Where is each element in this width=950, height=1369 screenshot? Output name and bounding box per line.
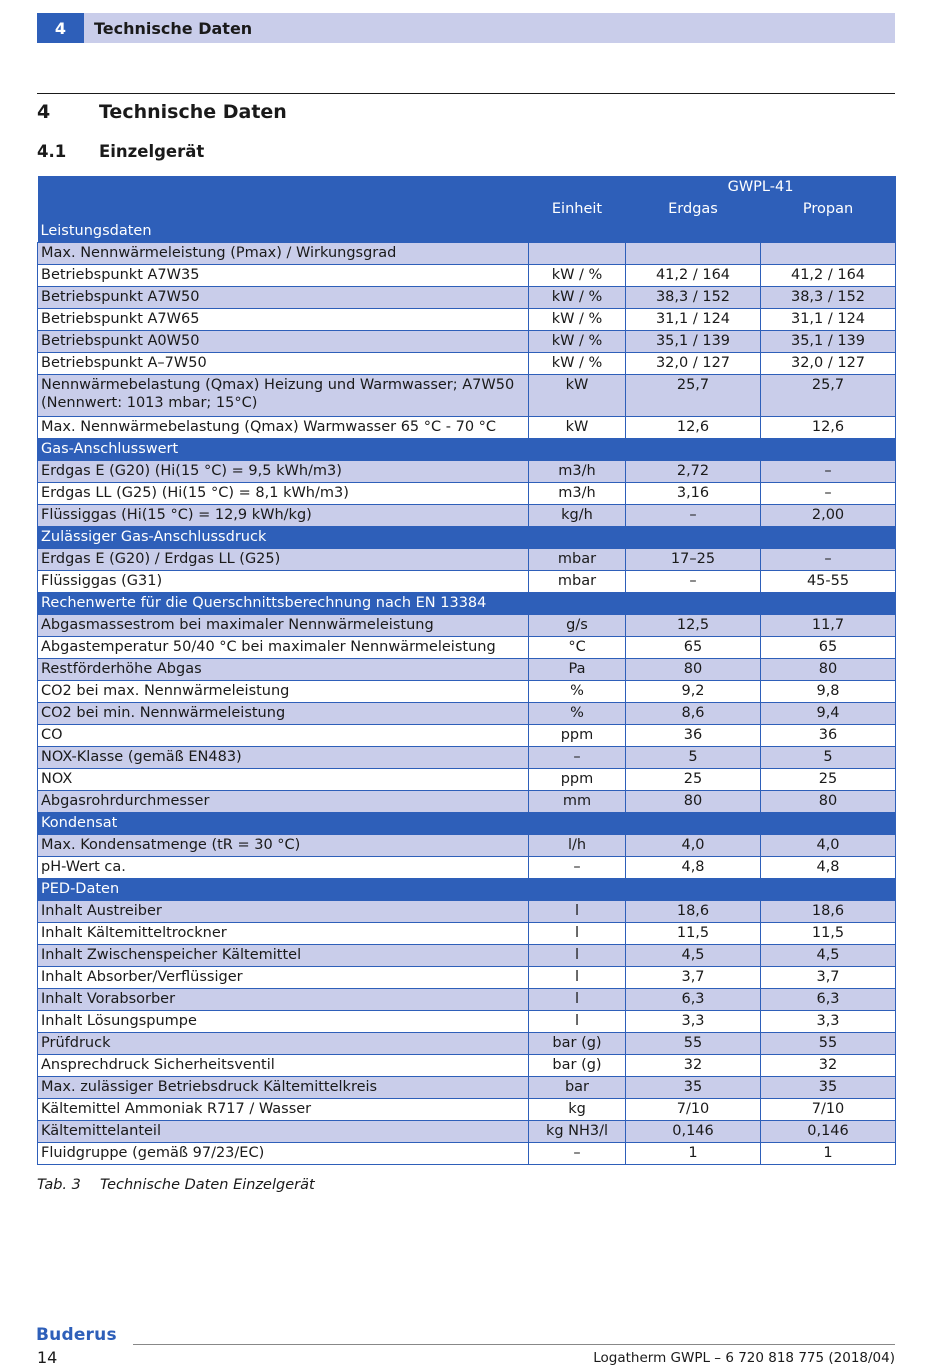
footer-rule: [133, 1344, 895, 1345]
unit-cell: m3/h: [529, 483, 626, 505]
table-row: [38, 725, 896, 747]
page-number: 14: [37, 1348, 58, 1367]
unit-cell: –: [529, 857, 626, 879]
propane-value: [761, 243, 896, 265]
table-row: [38, 265, 896, 287]
table-row: [38, 681, 896, 703]
unit-column-header: Einheit: [529, 198, 626, 220]
natural-gas-value: –: [626, 505, 761, 527]
row-label: Flüssiggas (G31): [38, 571, 529, 593]
row-label: CO2 bei min. Nennwärmeleistung: [38, 703, 529, 725]
row-label: Abgastemperatur 50/40 °C bei maximaler Nennwärmeleistung: [38, 637, 529, 659]
buderus-logo: Buderus: [36, 1325, 117, 1345]
propane-value: 4,0: [761, 835, 896, 857]
table-row: [38, 615, 896, 637]
row-label: Inhalt Austreiber: [38, 901, 529, 923]
table-section-row: [38, 813, 896, 835]
propane-value: 80: [761, 791, 896, 813]
document-reference: Logatherm GWPL – 6 720 818 775 (2018/04): [593, 1350, 895, 1366]
row-label: Erdgas LL (G25) (Hi(15 °C) = 8,1 kWh/m3): [38, 483, 529, 505]
unit-cell: kg/h: [529, 505, 626, 527]
table-row: [38, 1143, 896, 1165]
row-label: Erdgas E (G20) / Erdgas LL (G25): [38, 549, 529, 571]
natural-gas-value: 25,7: [626, 375, 761, 417]
table-row: [38, 791, 896, 813]
row-label: CO: [38, 725, 529, 747]
unit-cell: l/h: [529, 835, 626, 857]
section-title: Technische Daten: [99, 101, 287, 123]
natural-gas-value: 80: [626, 791, 761, 813]
row-label: Max. Nennwärmeleistung (Pmax) / Wirkungsgrad: [38, 243, 529, 265]
natural-gas-value: 3,7: [626, 967, 761, 989]
unit-cell: kW / %: [529, 287, 626, 309]
row-label: Inhalt Kältemitteltrockner: [38, 923, 529, 945]
technical-data-table: [37, 176, 896, 1165]
unit-cell: kg NH3/l: [529, 1121, 626, 1143]
table-row: [38, 549, 896, 571]
table-row: [38, 637, 896, 659]
unit-cell: kW / %: [529, 331, 626, 353]
table-row: [38, 1077, 896, 1099]
unit-cell: l: [529, 989, 626, 1011]
natural-gas-value: 7/10: [626, 1099, 761, 1121]
table-row: [38, 1011, 896, 1033]
natural-gas-value: 4,5: [626, 945, 761, 967]
table-header-row-section: [38, 220, 896, 243]
row-label: Fluidgruppe (gemäß 97/23/EC): [38, 1143, 529, 1165]
row-label: Betriebspunkt A–7W50: [38, 353, 529, 375]
unit-cell: °C: [529, 637, 626, 659]
chapter-number-badge: 4: [37, 13, 84, 43]
natural-gas-value: 9,2: [626, 681, 761, 703]
unit-cell: [529, 243, 626, 265]
subsection-number: 4.1: [37, 142, 67, 161]
header-rule: [37, 93, 895, 94]
section-label: Rechenwerte für die Querschnittsberechnung nach EN 13384: [38, 593, 896, 615]
row-label: NOX: [38, 769, 529, 791]
first-section-label: Leistungsdaten: [38, 220, 896, 243]
unit-cell: –: [529, 1143, 626, 1165]
propane-value: 2,00: [761, 505, 896, 527]
unit-cell: kW / %: [529, 309, 626, 331]
natural-gas-value: 5: [626, 747, 761, 769]
propane-value: 36: [761, 725, 896, 747]
table-row: [38, 923, 896, 945]
unit-cell: kg: [529, 1099, 626, 1121]
propane-column-header: Propan: [761, 198, 896, 220]
propane-value: 4,5: [761, 945, 896, 967]
natural-gas-value: 8,6: [626, 703, 761, 725]
propane-value: 9,8: [761, 681, 896, 703]
row-label: Betriebspunkt A7W50: [38, 287, 529, 309]
propane-value: 11,7: [761, 615, 896, 637]
unit-cell: g/s: [529, 615, 626, 637]
table-row: [38, 857, 896, 879]
propane-value: 32: [761, 1055, 896, 1077]
section-heading: [37, 101, 287, 123]
propane-value: 35: [761, 1077, 896, 1099]
row-label: Prüfdruck: [38, 1033, 529, 1055]
propane-value: 18,6: [761, 901, 896, 923]
table-row: [38, 505, 896, 527]
unit-cell: kW / %: [529, 353, 626, 375]
unit-cell: %: [529, 681, 626, 703]
table-row: [38, 461, 896, 483]
propane-value: 4,8: [761, 857, 896, 879]
chapter-title: Technische Daten: [94, 18, 253, 38]
caption-text: Technische Daten Einzelgerät: [100, 1177, 315, 1193]
unit-cell: –: [529, 747, 626, 769]
row-label: NOX-Klasse (gemäß EN483): [38, 747, 529, 769]
row-label: Max. zulässiger Betriebsdruck Kältemittelkreis: [38, 1077, 529, 1099]
row-label: Betriebspunkt A7W35: [38, 265, 529, 287]
propane-value: 38,3 / 152: [761, 287, 896, 309]
table-row: [38, 243, 896, 265]
table-section-row: [38, 439, 896, 461]
unit-cell: Pa: [529, 659, 626, 681]
table-row: [38, 989, 896, 1011]
unit-cell: l: [529, 967, 626, 989]
table-row: [38, 769, 896, 791]
table-section-row: [38, 879, 896, 901]
natural-gas-value: 3,16: [626, 483, 761, 505]
propane-value: 35,1 / 139: [761, 331, 896, 353]
natural-gas-value: 2,72: [626, 461, 761, 483]
natural-gas-value: 36: [626, 725, 761, 747]
natural-gas-value: 32,0 / 127: [626, 353, 761, 375]
propane-value: 0,146: [761, 1121, 896, 1143]
table-row: [38, 1121, 896, 1143]
section-label: PED-Daten: [38, 879, 896, 901]
table-row: [38, 571, 896, 593]
unit-cell: bar: [529, 1077, 626, 1099]
row-label: Inhalt Vorabsorber: [38, 989, 529, 1011]
table-section-row: [38, 527, 896, 549]
row-label: Betriebspunkt A0W50: [38, 331, 529, 353]
propane-value: 25,7: [761, 375, 896, 417]
propane-value: 31,1 / 124: [761, 309, 896, 331]
propane-value: 25: [761, 769, 896, 791]
table-row: [38, 703, 896, 725]
table-row: [38, 1055, 896, 1077]
propane-value: –: [761, 549, 896, 571]
propane-value: 41,2 / 164: [761, 265, 896, 287]
row-label: Ansprechdruck Sicherheitsventil: [38, 1055, 529, 1077]
model-header: GWPL-41: [626, 176, 896, 198]
unit-cell: ppm: [529, 725, 626, 747]
unit-cell: m3/h: [529, 461, 626, 483]
natural-gas-value: –: [626, 571, 761, 593]
natural-gas-value: 35: [626, 1077, 761, 1099]
row-label: CO2 bei max. Nennwärmeleistung: [38, 681, 529, 703]
section-label: Zulässiger Gas-Anschlussdruck: [38, 527, 896, 549]
table-row: [38, 901, 896, 923]
row-label: Abgasrohrdurchmesser: [38, 791, 529, 813]
table-row: [38, 375, 896, 417]
row-label: Inhalt Lösungspumpe: [38, 1011, 529, 1033]
row-label: Flüssiggas (Hi(15 °C) = 12,9 kWh/kg): [38, 505, 529, 527]
natural-gas-value: 32: [626, 1055, 761, 1077]
table-row: [38, 287, 896, 309]
table-row: [38, 309, 896, 331]
natural-gas-value: 31,1 / 124: [626, 309, 761, 331]
row-label: Inhalt Absorber/Verflüssiger: [38, 967, 529, 989]
caption-number: Tab. 3: [37, 1177, 81, 1193]
propane-value: 12,6: [761, 417, 896, 439]
propane-value: 6,3: [761, 989, 896, 1011]
row-label: Inhalt Zwischenspeicher Kältemittel: [38, 945, 529, 967]
natural-gas-value: 38,3 / 152: [626, 287, 761, 309]
row-label: Betriebspunkt A7W65: [38, 309, 529, 331]
unit-cell: kW: [529, 375, 626, 417]
natural-gas-value: 1: [626, 1143, 761, 1165]
unit-cell: mm: [529, 791, 626, 813]
subsection-heading: [37, 142, 204, 161]
running-header: [37, 13, 895, 43]
natural-gas-value: 6,3: [626, 989, 761, 1011]
table-row: [38, 835, 896, 857]
unit-cell: bar (g): [529, 1055, 626, 1077]
unit-cell: %: [529, 703, 626, 725]
natural-gas-value: 4,0: [626, 835, 761, 857]
propane-value: 80: [761, 659, 896, 681]
propane-value: 9,4: [761, 703, 896, 725]
table-section-row: [38, 593, 896, 615]
natural-gas-value: 80: [626, 659, 761, 681]
table-caption: [37, 1177, 315, 1193]
natural-gas-value: 55: [626, 1033, 761, 1055]
natural-gas-value: 12,5: [626, 615, 761, 637]
table-header-row-columns: [38, 198, 896, 220]
table-header-row-model: [38, 176, 896, 198]
unit-cell: l: [529, 1011, 626, 1033]
unit-cell: l: [529, 901, 626, 923]
natural-gas-value: 35,1 / 139: [626, 331, 761, 353]
propane-value: 5: [761, 747, 896, 769]
propane-value: 32,0 / 127: [761, 353, 896, 375]
unit-cell: l: [529, 923, 626, 945]
row-label: Max. Nennwärmebelastung (Qmax) Warmwasser 65 °C - 70 °C: [38, 417, 529, 439]
propane-value: 1: [761, 1143, 896, 1165]
table-row: [38, 967, 896, 989]
row-label: Kältemittel Ammoniak R717 / Wasser: [38, 1099, 529, 1121]
row-label: pH-Wert ca.: [38, 857, 529, 879]
propane-value: –: [761, 483, 896, 505]
propane-value: –: [761, 461, 896, 483]
table-row: [38, 659, 896, 681]
table-row: [38, 1099, 896, 1121]
unit-cell: l: [529, 945, 626, 967]
propane-value: 11,5: [761, 923, 896, 945]
table-row: [38, 945, 896, 967]
propane-value: 7/10: [761, 1099, 896, 1121]
unit-cell: kW / %: [529, 265, 626, 287]
natural-gas-value: 12,6: [626, 417, 761, 439]
section-number: 4: [37, 101, 51, 123]
propane-value: 65: [761, 637, 896, 659]
propane-value: 3,7: [761, 967, 896, 989]
propane-value: 55: [761, 1033, 896, 1055]
subsection-title: Einzelgerät: [99, 142, 205, 161]
table-row: [38, 483, 896, 505]
unit-cell: mbar: [529, 571, 626, 593]
table-row: [38, 353, 896, 375]
unit-cell: kW: [529, 417, 626, 439]
natural-gas-value: 17–25: [626, 549, 761, 571]
section-label: Kondensat: [38, 813, 896, 835]
natural-gas-value: 18,6: [626, 901, 761, 923]
natural-gas-value: [626, 243, 761, 265]
table-row: [38, 331, 896, 353]
propane-value: 3,3: [761, 1011, 896, 1033]
row-label: Restförderhöhe Abgas: [38, 659, 529, 681]
natural-gas-value: 4,8: [626, 857, 761, 879]
table-row: [38, 1033, 896, 1055]
row-label: Max. Kondensatmenge (tR = 30 °C): [38, 835, 529, 857]
unit-cell: bar (g): [529, 1033, 626, 1055]
natural-gas-value: 41,2 / 164: [626, 265, 761, 287]
row-label: Nennwärmebelastung (Qmax) Heizung und Warmwasser; A7W50 (Nennwert: 1013 mbar; 15°C): [38, 375, 529, 417]
natural-gas-column-header: Erdgas: [626, 198, 761, 220]
row-label: Kältemittelanteil: [38, 1121, 529, 1143]
propane-value: 45-55: [761, 571, 896, 593]
table-row: [38, 747, 896, 769]
row-label: Erdgas E (G20) (Hi(15 °C) = 9,5 kWh/m3): [38, 461, 529, 483]
natural-gas-value: 25: [626, 769, 761, 791]
natural-gas-value: 0,146: [626, 1121, 761, 1143]
row-label: Abgasmassestrom bei maximaler Nennwärmeleistung: [38, 615, 529, 637]
unit-cell: ppm: [529, 769, 626, 791]
unit-cell: mbar: [529, 549, 626, 571]
natural-gas-value: 3,3: [626, 1011, 761, 1033]
section-label: Gas-Anschlusswert: [38, 439, 896, 461]
natural-gas-value: 65: [626, 637, 761, 659]
natural-gas-value: 11,5: [626, 923, 761, 945]
table-row: [38, 417, 896, 439]
